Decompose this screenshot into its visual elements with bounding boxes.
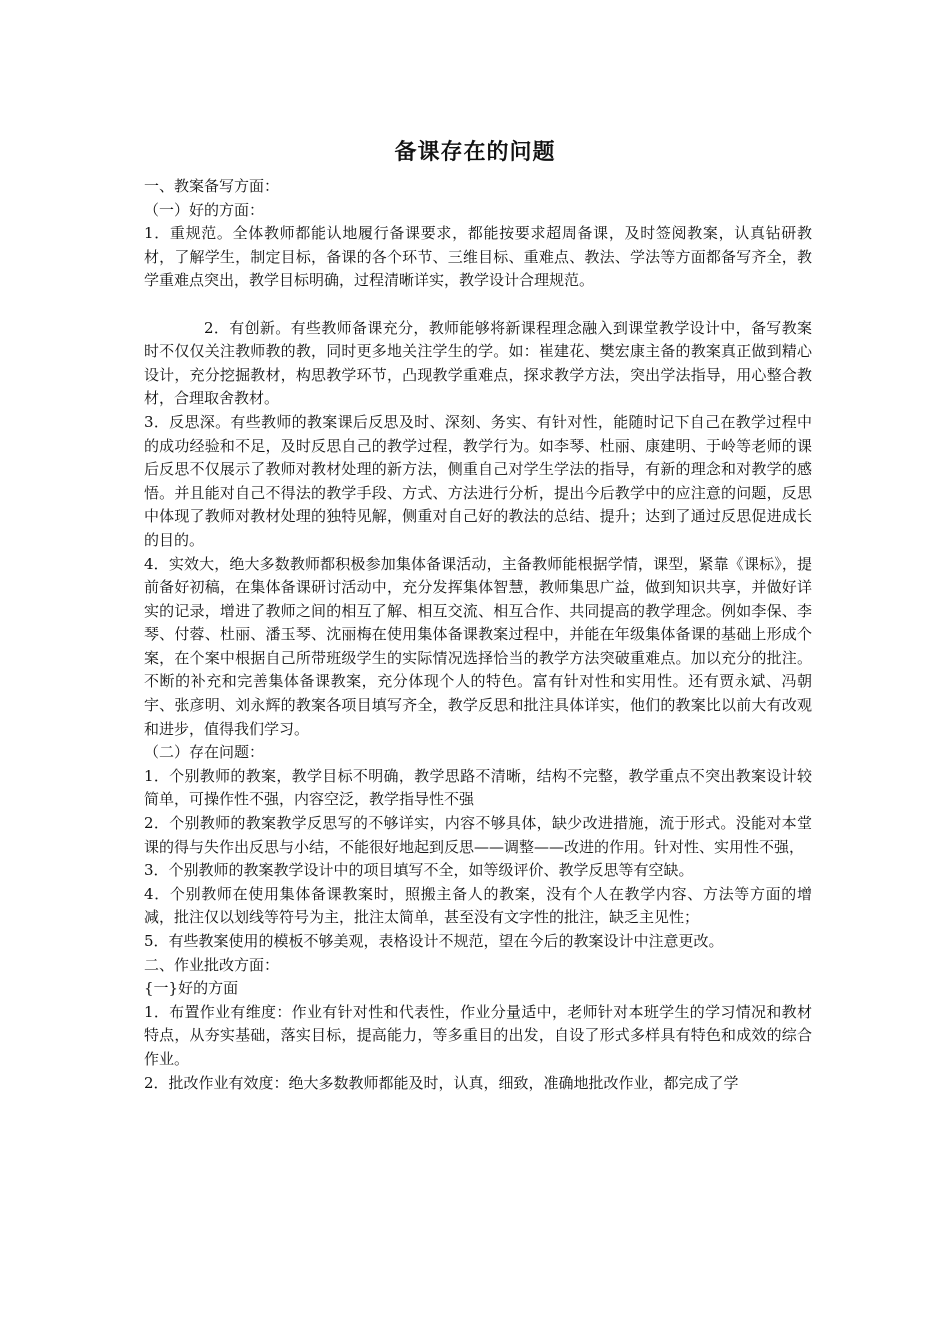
paragraph: 2．批改作业有效度：绝大多数教师都能及时，认真，细致，准确地批改作业，都完成了学 [144, 1073, 739, 1092]
document-body [144, 175, 812, 1095]
paragraph: 4．实效大，绝大多数教师都积极参加集体备课活动，主备教师能根据学情，课型，紧靠《课标》，提前备好初稿，在集体备课研讨活动中，充分发挥集体智慧，教师集思广益，做到知识共享，并做好详实的记录，增进了教师之间的相互了解、相互交流、相互合作、共同提高的教学理念。例如李保、李琴、付蓉、杜丽、潘玉琴、沈丽梅在使用集体备课教案过程中，并能在年级集体备课的基础上形成个案，在个案中根据自己所带班级学生的实际情况选择恰当的教学方法突破重难点。加以充分的批注。不断的补充和完善集体备课教案，充分体现个人的特色。富有针对性和实用性。还有贾永斌、冯朝宇、张彦明、刘永辉的教案各项目填写齐全，教学反思和批注具体详实，他们的教案比以前大有改观和进步，值得我们学习。 [144, 554, 812, 738]
paragraph: 5．有些教案使用的模板不够美观，表格设计不规范，望在今后的教案设计中注意更改。 [144, 932, 724, 950]
paragraph: 1．布置作业有维度：作业有针对性和代表性，作业分量适中，老师针对本班学生的学习情况和教材特点，从夯实基础，落实目标，提高能力，等多重目的出发，自设了形式多样具有特色和成效的综合作业。 [144, 1002, 812, 1068]
paragraph: 2．有创新。有些教师备课充分，教师能够将新课程理念融入到课堂教学设计中，备写教案时不仅仅关注教师教的教，同时更多地关注学生的学。如：崔建花、樊宏康主备的教案真正做到精心设计，充分挖掘教材，构思教学环节，凸现教学重难点，探求教学方法，突出学法指导，用心整合教材，合理取舍教材。 [144, 318, 812, 408]
paragraph: 4．个别教师在使用集体备课教案时，照搬主备人的教案，没有个人在教学内容、方法等方面的增减，批注仅以划线等符号为主，批注太简单，甚至没有文字性的批注，缺乏主见性； [144, 884, 812, 927]
blank-line [144, 293, 812, 317]
subsection-heading: {一}好的方面 [144, 979, 239, 998]
subsection-heading: （二）存在问题： [144, 743, 265, 762]
section-heading: 一、教案备写方面： [144, 177, 280, 195]
subsection-heading: （一）好的方面： [144, 200, 265, 219]
paragraph: 1．个别教师的教案，教学目标不明确，教学思路不清晰，结构不完整，教学重点不突出教案设计较简单，可操作性不强，内容空泛，教学指导性不强 [144, 766, 812, 809]
paragraph: 2．个别教师的教案教学反思写的不够详实，内容不够具体，缺少改进措施，流于形式。没能对本堂课的得与失作出反思与小结，不能很好地起到反思——调整——改进的作用。针对性、实用性不强， [144, 814, 812, 856]
paragraph: 3．反思深。有些教师的教案课后反思及时、深刻、务实、有针对性，能随时记下自己在教学过程中的成功经验和不足，及时反思自己的教学过程，教学行为。如李琴、杜丽、康建明、于岭等老师的课后反思不仅展示了教师对教材处理的新方法，侧重自己对学生学法的指导，有新的理念和对教学的感悟。并且能对自己不得法的教学手段、方式、方法进行分析，提出今后教学中的应注意的问题，反思中体现了教师对教材处理的独特见解，侧重对自己好的教法的总结、提升；达到了通过反思促进成长的目的。 [144, 412, 812, 549]
document-title: 备课存在的问题 [394, 139, 556, 165]
section-heading: 二、作业批改方面： [144, 955, 280, 974]
paragraph: 1．重规范。全体教师都能认地履行备课要求，都能按要求超周备课，及时签阅教案，认真钻研教材，了解学生，制定目标，备课的各个环节、三维目标、重难点、教法、学法等方面都备写齐全，教学重难点突出，教学目标明确，过程清晰详实，教学设计合理规范。 [144, 224, 812, 290]
paragraph: 3．个别教师的教案教学设计中的项目填写不全，如等级评价、教学反思等有空缺。 [144, 861, 694, 880]
